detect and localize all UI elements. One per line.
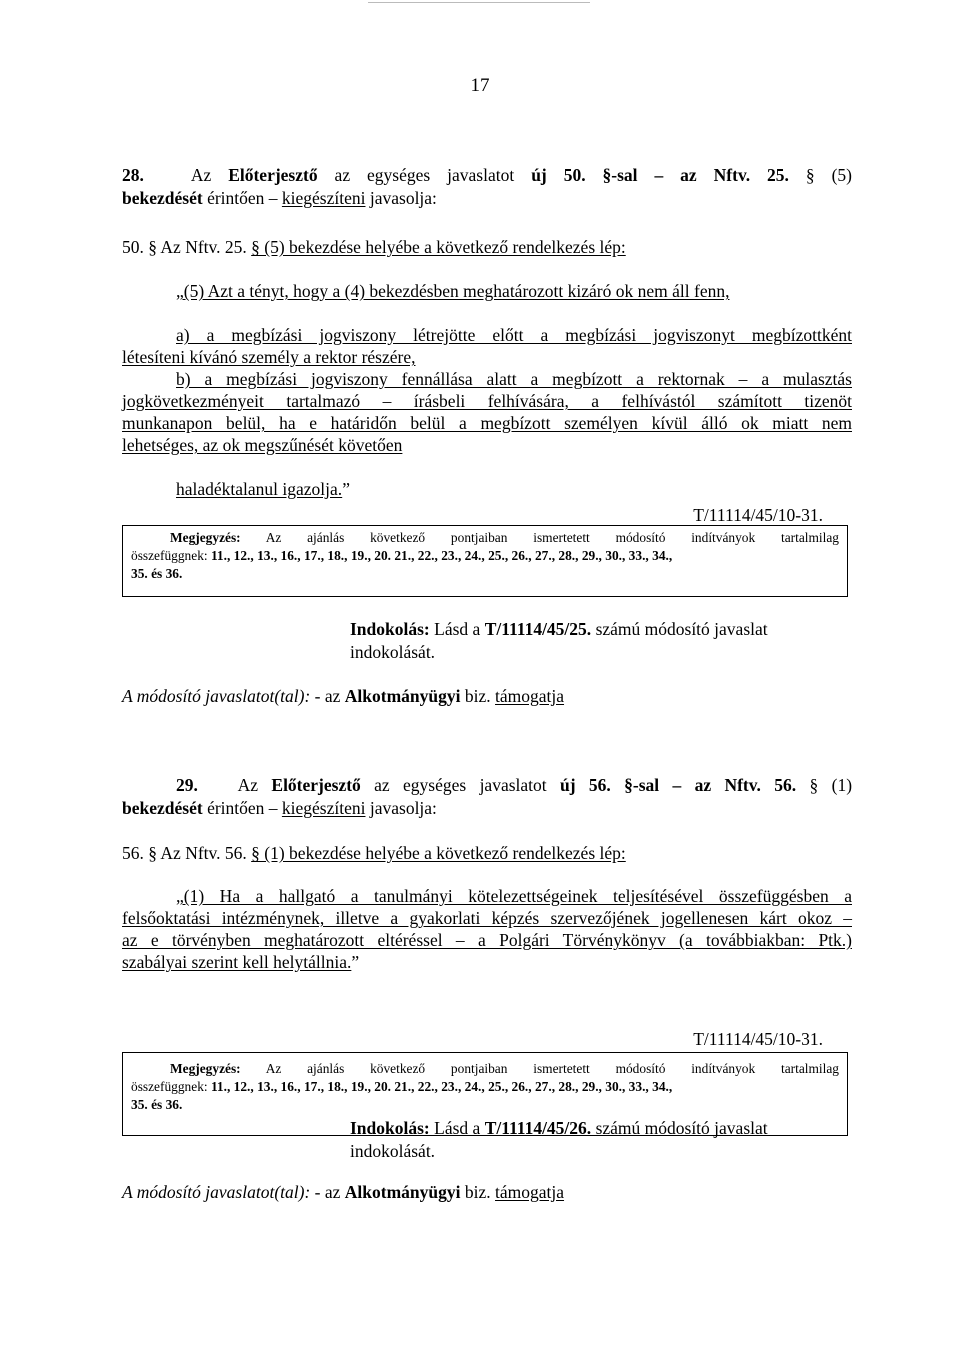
point-a-line1: a) a megbízási jogviszony létrejötte előtt a megbízási jogviszonyt megbízottként [176, 325, 852, 345]
item-28-intro-line1: 28. Az Előterjesztő az egységes javaslatot új 50. §-sal – az Nftv. 25. § (5) [122, 165, 852, 185]
top-rule [368, 2, 590, 3]
note-line2: összefüggnek: 11., 12., 13., 16., 17., 18., 19., 20. 21., 22., 23., 24., 25., 26., 27., 28., 29., 30., 33., 34., [131, 548, 673, 563]
point-b-line3: munkanapon belül, ha e határidőn belül a megbízott személyen kívül álló ok miatt nem [122, 413, 852, 433]
justification: Indokolás: Lásd a T/11114/45/26. számú módosító javaslat [350, 1118, 768, 1138]
note-box [122, 525, 848, 597]
note-line3: 35. és 36. [131, 566, 183, 581]
quote-line3: az e törvényben meghatározott eltéréssel – a Polgári Törvénykönyv (a továbbiakban: Ptk.) [122, 930, 852, 950]
note-line3: 35. és 36. [131, 1097, 183, 1112]
point-b-line1: b) a megbízási jogviszony fennállása alatt a megbízott a rektornak – a mulasztás [176, 369, 852, 389]
point-a-line2: létesíteni kívánó személy a rektor részére, [122, 347, 416, 367]
item-29-intro-line2: bekezdését érintően – kiegészíteni javasolja: [122, 798, 437, 818]
closing-line: haladéktalanul igazolja.” [176, 479, 350, 499]
note-line1: Megjegyzés: Az ajánlás következő pontjaiban ismertetett módosító indítványok tartalmilag [170, 1061, 839, 1076]
justification-line2: indokolását. [350, 1141, 436, 1161]
note-line1: Megjegyzés: Az ajánlás következő pontjaiban ismertetett módosító indítványok tartalmilag [170, 530, 839, 545]
item-number: 28. [122, 165, 144, 185]
quote-intro: „(5) Azt a tényt, hogy a (4) bekezdésben meghatározott kizáró ok nem áll fenn, [176, 281, 730, 301]
quote-line2: felsőoktatási intézménynek, illetve a gyakorlati képzés szervezőjének jogellenesen kárt okoz – [122, 908, 852, 928]
proposer: Előterjesztő [271, 775, 361, 795]
quote-line1: „(1) Ha a hallgató a tanulmányi kötelezettségeinek teljesítésével összefüggésben a [176, 886, 852, 906]
justification: Indokolás: Lásd a T/11114/45/25. számú módosító javaslat [350, 619, 768, 639]
reference-number: T/11114/45/10-31. [693, 505, 823, 525]
committee-support: A módosító javaslatot(tal): - az Alkotmányügyi biz. támogatja [122, 686, 565, 706]
quote-line4: szabályai szerint kell helytállnia.” [122, 952, 360, 972]
section-heading: 56. § Az Nftv. 56. § (1) bekezdése helyébe a következő rendelkezés lép: [122, 843, 626, 863]
point-b-line2: jogkövetkezményeit tartalmazó – írásbeli felhívására, a felhívástól számított tizenöt [122, 391, 852, 411]
page-number: 17 [470, 75, 490, 96]
note-line2: összefüggnek: 11., 12., 13., 16., 17., 18., 19., 20. 21., 22., 23., 24., 25., 26., 27., 28., 29., 30., 33., 34., [131, 1079, 673, 1094]
point-b-line4: lehetséges, az ok megszűnését követően [122, 435, 403, 455]
reference-number: T/11114/45/10-31. [693, 1029, 823, 1049]
item-number: 29. [176, 775, 198, 795]
item-29-intro-line1: 29. Az Előterjesztő az egységes javaslatot új 56. §-sal – az Nftv. 56. § (1) [176, 775, 853, 795]
item-28-intro-line2: bekezdését érintően – kiegészíteni javasolja: [122, 188, 437, 208]
proposer: Előterjesztő [228, 165, 318, 185]
committee-support: A módosító javaslatot(tal): - az Alkotmányügyi biz. támogatja [122, 1182, 565, 1202]
justification-line2: indokolását. [350, 642, 436, 662]
section-heading: 50. § Az Nftv. 25. § (5) bekezdése helyébe a következő rendelkezés lép: [122, 237, 626, 257]
